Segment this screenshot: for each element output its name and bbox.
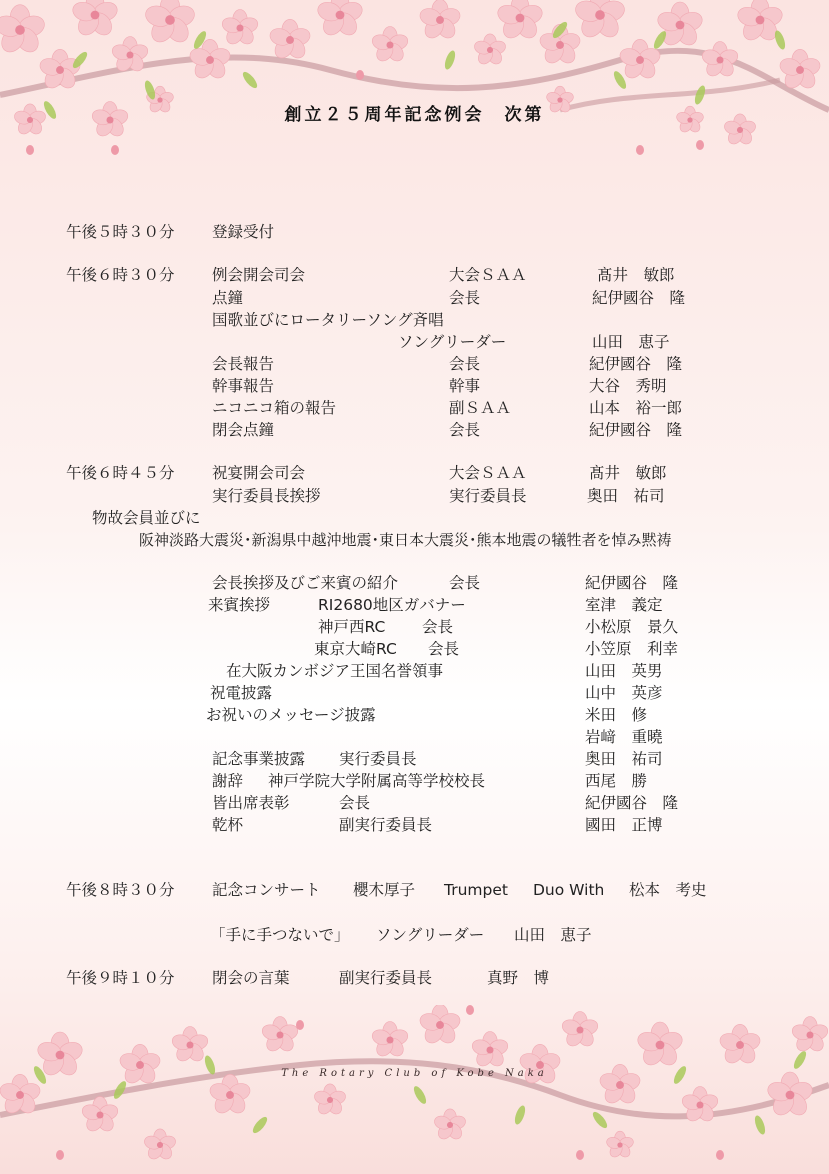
program-item: 閉会点鐘 [212, 421, 275, 439]
program-item: 会長挨拶及びご来賓の紹介 [212, 574, 399, 592]
program-name: 紀伊國谷 隆 [585, 574, 679, 592]
program-role: 大会ＳＡＡ [449, 464, 527, 482]
program-name: 小松原 景久 [585, 618, 679, 636]
program-item: 例会開会司会 [212, 266, 306, 284]
program-item: 実行委員長挨拶 [212, 487, 321, 505]
program-role: 副ＳＡＡ [449, 399, 512, 417]
time-label: 午後９時１０分 [66, 969, 175, 987]
program-role: 神戸西RC [318, 618, 386, 636]
program-role: 副実行委員長 [339, 969, 433, 987]
program-role: 会長 [339, 794, 371, 812]
program-role: 会長 [428, 640, 460, 658]
program-item: 閉会の言葉 [212, 969, 290, 987]
program-role: 会長 [449, 289, 481, 307]
program-name: 紀伊國谷 隆 [592, 289, 686, 307]
program-item: 記念事業披露 [212, 750, 306, 768]
program-role: 会長 [449, 574, 481, 592]
time-label: 午後６時３０分 [66, 266, 175, 284]
program-item: 記念コンサート [212, 881, 321, 899]
club-name-footer: The Rotary Club of Kobe Naka [281, 1068, 548, 1079]
program-role: Duo With [533, 881, 605, 899]
program-role: 実行委員長 [449, 487, 527, 505]
program-role: ソングリーダー [398, 333, 507, 351]
cherry-blossom-top-decoration [0, 0, 829, 175]
program-item: 祝宴開会司会 [212, 464, 306, 482]
program-item: 皆出席表彰 [212, 794, 290, 812]
time-label: 午後６時４５分 [66, 464, 175, 482]
program-name: 米田 修 [585, 706, 648, 724]
program-name: 岩﨑 重曉 [585, 728, 663, 746]
program-name: 小笠原 利幸 [585, 640, 679, 658]
program-name: 山中 英彦 [585, 684, 663, 702]
cherry-blossom-bottom-decoration [0, 1005, 829, 1174]
program-role: 幹事 [449, 377, 481, 395]
program-name: 山田 恵子 [592, 333, 670, 351]
program-name: 室津 義定 [585, 596, 663, 614]
program-name: 奥田 祐司 [587, 487, 665, 505]
program-name: 西尾 勝 [585, 772, 648, 790]
program-name: 奥田 祐司 [585, 750, 663, 768]
program-role: Trumpet [444, 881, 508, 899]
program-item: ニコニコ箱の報告 [212, 399, 337, 417]
program-role: 会長 [449, 421, 481, 439]
program-name: 山田 恵子 [514, 926, 592, 944]
program-role: 在大阪カンボジア王国名誉領事 [226, 662, 444, 680]
program-item: 「手に手つないで」 [210, 926, 350, 944]
memorial-line: 物故会員並びに [92, 509, 201, 527]
program-role: 会長 [422, 618, 454, 636]
program-item: 来賓挨拶 [208, 596, 271, 614]
program-role: 神戸学院大学附属高等学校校長 [268, 772, 486, 790]
program-role: 副実行委員長 [339, 816, 433, 834]
program-name: 山本 裕一郎 [589, 399, 683, 417]
program-name: 紀伊國谷 隆 [589, 355, 683, 373]
program-item: 登録受付 [212, 223, 275, 241]
program-item: 祝電披露 [210, 684, 273, 702]
program-role: 会長 [449, 355, 481, 373]
program-name: 真野 博 [487, 969, 550, 987]
program-item: 乾杯 [212, 816, 244, 834]
program-name: 山田 英男 [585, 662, 663, 680]
program-name: 國田 正博 [585, 816, 663, 834]
page-title: 創立２５周年記念例会 次第 [284, 105, 545, 125]
time-label: 午後８時３０分 [66, 881, 175, 899]
program-role: RI2680地区ガバナー [318, 596, 466, 614]
program-item: お祝いのメッセージ披露 [206, 706, 376, 724]
program-item: 点鐘 [212, 289, 244, 307]
program-item: 国歌並びにロータリーソング斉唱 [212, 311, 444, 329]
program-item: 幹事報告 [212, 377, 275, 395]
program-name: 松本 考史 [629, 881, 707, 899]
memorial-line: 阪神淡路大震災･新潟県中越沖地震･東日本大震災･熊本地震の犠牲者を悼み黙祷 [139, 531, 672, 549]
program-role: ソングリーダー [376, 926, 485, 944]
program-name: 紀伊國谷 隆 [589, 421, 683, 439]
program-name: 紀伊國谷 隆 [585, 794, 679, 812]
program-item: 会長報告 [212, 355, 275, 373]
program-name: 髙井 敏郎 [589, 464, 667, 482]
program-role: 東京大崎RC [314, 640, 397, 658]
program-name: 髙井 敏郎 [597, 266, 675, 284]
program-role: 実行委員長 [339, 750, 417, 768]
program-name: 櫻木厚子 [353, 881, 416, 899]
program-role: 大会ＳＡＡ [449, 266, 527, 284]
time-label: 午後５時３０分 [66, 223, 175, 241]
program-name: 大谷 秀明 [589, 377, 667, 395]
program-item: 謝辞 [212, 772, 244, 790]
